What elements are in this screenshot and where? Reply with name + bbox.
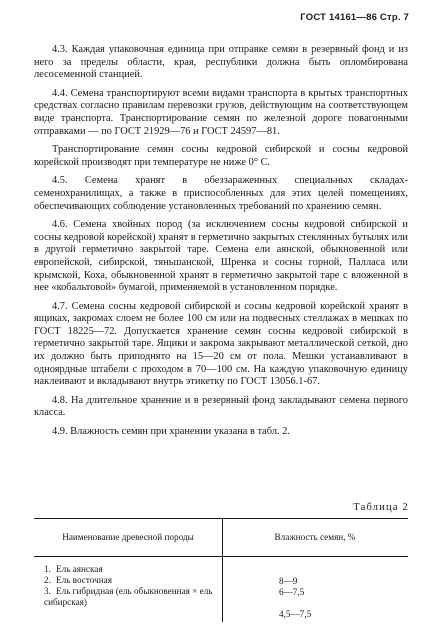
document-body	[34, 44, 408, 445]
row-moisture-value: 6—7,5	[279, 587, 305, 597]
paragraph-4-4: 4.4. Семена транспортируют всеми видами транспорта в крытых транспортных средствах согласно правилам перевозки грузов, действующим на соответствующем виде транспорта. Транспортирование семян по железной дороге повагонными отправками — по ГОСТ 21929—76 и ГОСТ 24597—81.	[34, 87, 408, 137]
row-species-name: Ель гибридная (ель обыкновенная × ель сибирская)	[44, 586, 213, 607]
row-number: 2.	[44, 575, 51, 585]
row-species	[44, 564, 214, 575]
paragraph-4-6: 4.6. Семена хвойных пород (за исключением сосны кедровой сибирской и сосны кедровой корейской) хранят в герметично закрытых стеклянных бутылях или в другой герметично закрытой таре. Семена ели аянской, обыкновенной или европейской, сибирской, тяньшанской, Шренка и сосны горной, Палласа или крымской, Коха, обыкновенной хранят в герметично закрытой таре с вложенной в нее «кобальтовой» бумагой, применяемой в установленном порядке.	[34, 219, 408, 294]
page-header: ГОСТ 14161—86 Стр. 7	[300, 12, 409, 23]
paragraph-4-9: 4.9. Влажность семян при хранении указана в табл. 2.	[52, 426, 290, 438]
paragraph-4-5: 4.5. Семена хранят в обеззараженных специальных складах-семенохранилищах, а также в приспособленных для этих целей помещениях, обеспечивающих соблюдение установленных требований по хранению семян.	[34, 175, 408, 212]
paragraph-4-3: 4.3. Каждая упаковочная единица при отправке семян в резервный фонд и из него за пределы области, края, республики должна быть опломбирована лесосеменной станцией.	[34, 44, 408, 81]
column-header-species: Наименование древесной породы	[62, 532, 194, 542]
table-header-rule	[34, 556, 408, 557]
row-species	[44, 575, 214, 586]
column-header-moisture: Влажность семян, %	[274, 532, 356, 542]
row-number: 1.	[44, 564, 51, 574]
row-species-name: Ель аянская	[56, 564, 103, 574]
row-species-name: Ель восточная	[56, 575, 112, 585]
row-number: 3.	[44, 586, 51, 596]
paragraph-4-7: 4.7. Семена сосны кедровой сибирской и сосны кедровой корейской хранят в ящиках, закромах слоем не более 100 см или на подвесных стеллажах в мешках по ГОСТ 18225—72. Допускается хранение семян сосны кедровой сибирской в герметично закрытой таре. Ящики и закрома закрывают металлической сеткой, дно их должно быть приподнято на 15—20 см от пола. Мешки устанавливают в одноярдные штабели с проходом в 70—100 см. На каждую упаковочную единицу наклеивают и вкладывают внутрь этикетку по ГОСТ 13056.1-67.	[34, 300, 408, 388]
paragraph-transport-cedar: Транспортирование семян сосны кедровой сибирской и сосны кедровой корейской производят при температуре не ниже 0° С.	[34, 144, 408, 168]
row-species	[44, 586, 214, 607]
moisture-table	[34, 518, 408, 622]
paragraph-4-8: 4.8. На длительное хранение и в резервный фонд закладывают семена первого класса.	[34, 394, 408, 419]
row-moisture-value: 8—9	[279, 576, 298, 586]
table-top-rule	[34, 518, 408, 519]
row-moisture-value: 4,5—7,5	[279, 609, 312, 619]
table-caption: Таблица 2	[353, 502, 409, 513]
